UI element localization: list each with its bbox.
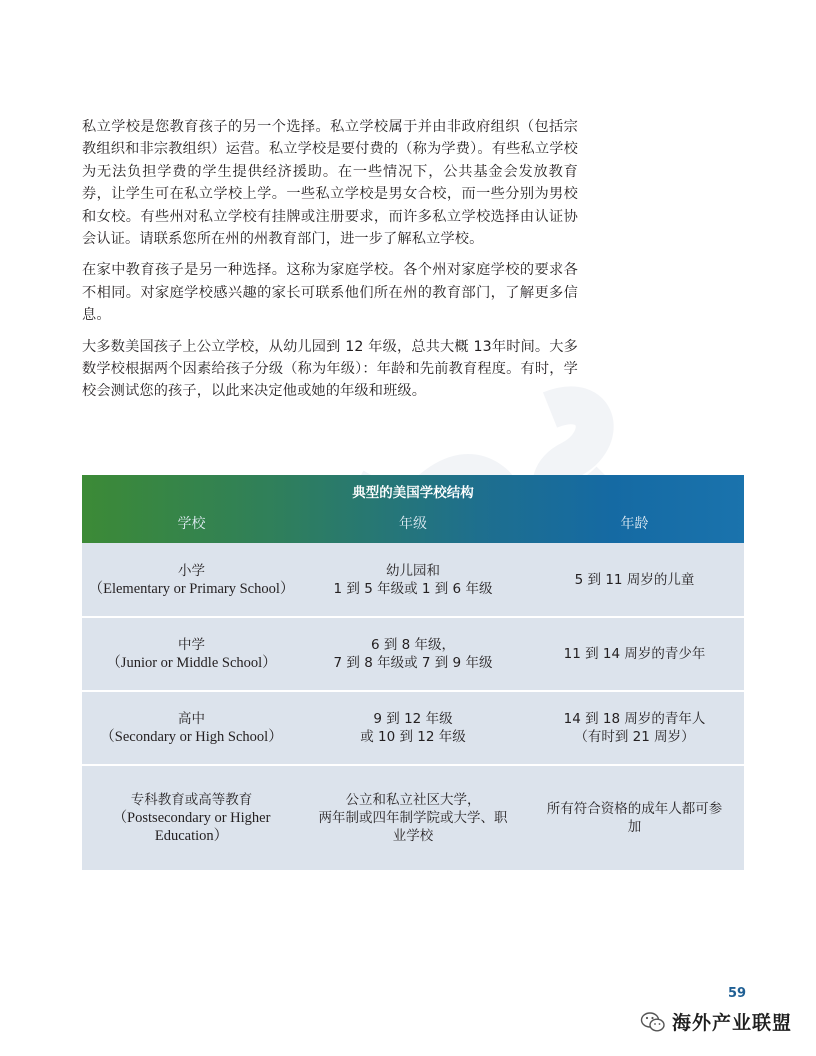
table-row <box>82 690 744 764</box>
age-line: 5 到 11 周岁的儿童 <box>574 571 695 588</box>
grade-line: 公立和私立社区大学， <box>345 792 481 808</box>
school-cell <box>82 562 301 598</box>
school-cell <box>82 791 301 845</box>
school-en: Education） <box>154 828 229 844</box>
header-school: 学校 <box>177 516 206 532</box>
school-en: （Secondary or High School） <box>100 729 283 745</box>
grade-line: 业学校 <box>392 828 434 844</box>
table-row <box>82 764 744 870</box>
paragraph-private-schools: 私立学校是您教育孩子的另一个选择。私立学校属于并由非政府组织（包括宗教组织和非宗教组织）运营。私立学校是要付费的（称为学费）。有些私立学校为无法负担学费的学生提供经济援助。在一些情况下，公共基金会发放教育券，让学生可在私立学校上学。一些私立学校是男女合校，而一些分别为男校和女校。有些州对私立学校有挂牌或注册要求，而许多私立学校选择由认证协会认证。请联系您所在州的州教育部门，进一步了解私立学校。 <box>82 119 578 248</box>
table-body <box>82 543 744 870</box>
grade-cell <box>301 562 525 598</box>
header-grade: 年级 <box>399 516 427 532</box>
school-en: （Junior or Middle School） <box>106 655 277 671</box>
brand-footer <box>640 1008 792 1035</box>
age-cell <box>525 800 744 836</box>
school-structure-table <box>82 475 744 870</box>
page-number: 59 <box>728 986 747 1001</box>
age-line: 所有符合资格的成年人都可参 <box>546 801 723 817</box>
school-cn: 中学 <box>178 637 205 653</box>
age-line: 11 到 14 周岁的青少年 <box>563 646 706 662</box>
age-line: 加 <box>627 819 642 835</box>
grade-line: 两年制或四年制学院或大学、职 <box>318 810 508 826</box>
grade-line: 或 10 到 12 年级 <box>360 729 466 745</box>
school-cn: 高中 <box>178 711 205 727</box>
grade-cell <box>301 636 525 672</box>
age-cell <box>525 571 744 589</box>
paragraph-public-schools: 大多数美国孩子上公立学校，从幼儿园到 12 年级，总共大概 13年时间。大多数学校根据两个因素给孩子分级（称为年级）：年龄和先前教育程度。有时，学校会测试您的孩子，以此来决定他或她的年级和班级。 <box>82 338 578 400</box>
school-cell <box>82 710 301 746</box>
grade-cell <box>301 791 525 845</box>
table-row <box>82 543 744 616</box>
wechat-icon <box>640 1009 666 1035</box>
grade-line: 7 到 8 年级或 7 到 9 年级 <box>333 655 493 671</box>
body-text <box>82 116 578 412</box>
table-header <box>82 475 744 543</box>
age-cell <box>525 645 744 663</box>
age-cell <box>525 710 744 746</box>
grade-cell <box>301 710 525 746</box>
age-line: （有时到 21 周岁） <box>574 729 695 745</box>
paragraph-home-school: 在家中教育孩子是另一种选择。这称为家庭学校。各个州对家庭学校的要求各不相同。对家庭学校感兴趣的家长可联系他们所在州的教育部门，了解更多信息。 <box>82 262 578 324</box>
grade-line: 幼儿园和 <box>386 562 440 579</box>
brand-name: 海外产业联盟 <box>672 1012 793 1034</box>
school-en: （Postsecondary or Higher <box>112 810 271 826</box>
school-en: （Elementary or Primary School） <box>88 580 295 597</box>
school-cell <box>82 636 301 672</box>
grade-line: 9 到 12 年级 <box>373 711 453 727</box>
school-cn: 专科教育或高等教育 <box>130 792 253 808</box>
age-line: 14 到 18 周岁的青年人 <box>563 711 706 727</box>
grade-line: 1 到 5 年级或 1 到 6 年级 <box>333 580 493 597</box>
table-row <box>82 616 744 690</box>
grade-line: 6 到 8 年级， <box>370 637 456 653</box>
table-title: 典型的美国学校结构 <box>352 485 474 501</box>
header-age: 年龄 <box>620 516 649 532</box>
school-cn: 小学 <box>178 562 205 579</box>
